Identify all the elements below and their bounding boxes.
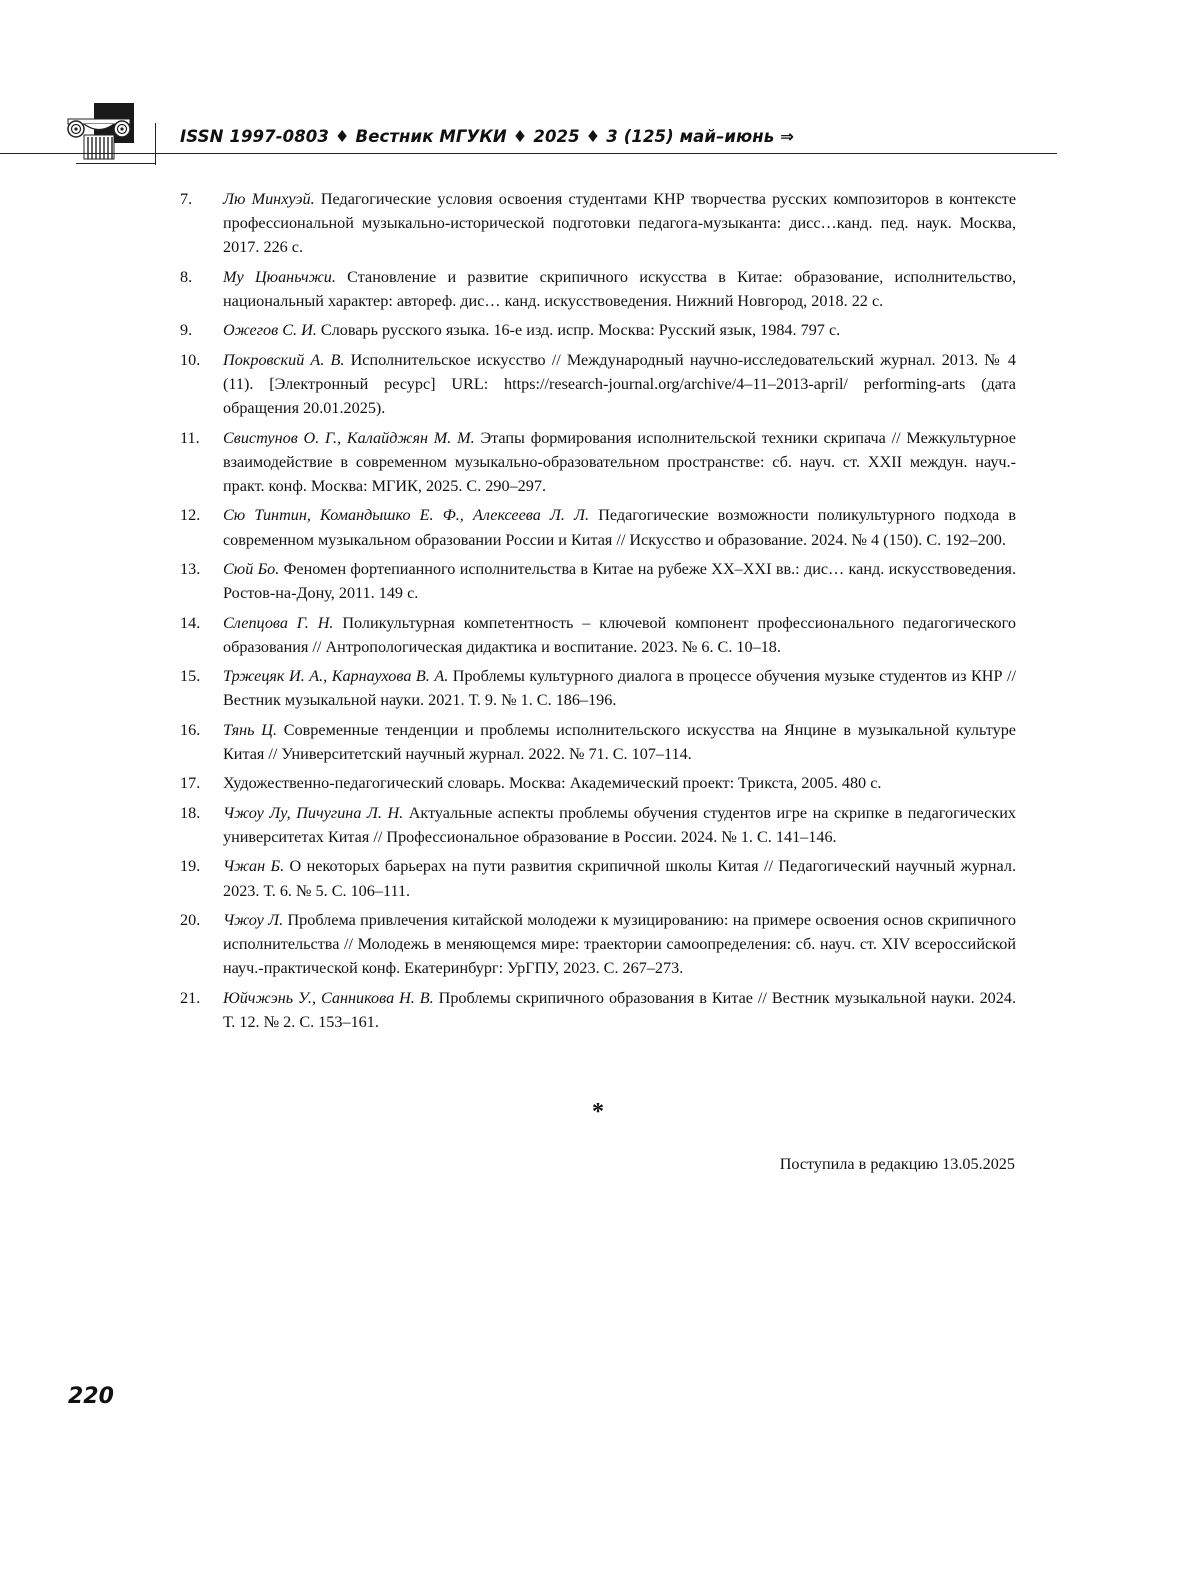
reference-body [223,771,1016,795]
reference-item [180,611,1016,659]
reference-body [223,801,1016,849]
reference-item [180,187,1016,260]
reference-text: Проблемы скрипичного образования в Китае // Вестник музыкальной науки. 2024. Т. 12. № 2. С. 153–161. [223,988,1016,1031]
reference-body [223,557,1016,605]
reference-author: Слепцова Г. Н. [223,613,334,632]
reference-item [180,908,1016,981]
reference-text: Современные тенденции и проблемы исполнительского искусства на Янцине в музыкальной культуре Китая // Университетский научный журнал. 2022. № 71. С. 107–114. [223,720,1016,763]
reference-text: Поликультурная компетентность – ключевой компонент профессионального педагогического образования // Антропологическая дидактика и воспитание. 2023. № 6. С. 10–18. [223,613,1016,656]
reference-text: Педагогические условия освоения студентами КНР творчества русских композиторов в контексте профессиональной музыкально-исторической подготовки педагога-музыканта: дисс…канд. пед. наук. Москва, 2017. 226 с. [223,190,1017,257]
reference-body [223,187,1016,260]
logo-frame-vertical [155,123,156,165]
reference-item [180,771,1016,795]
reference-body [223,718,1016,766]
reference-item [180,718,1016,766]
reference-body [223,426,1016,499]
reference-item [180,557,1016,605]
reference-author: Свистунов О. Г., Калайджян М. М. [223,428,475,447]
journal-header-title: ISSN 1997-0803 ♦ Вестник МГУКИ ♦ 2025 ♦ 3 (125) май–июнь ⇒ [180,127,795,146]
reference-author: Сю Тинтин, Командышко Е. Ф., Алексеева Л. Л. [223,506,590,525]
reference-item [180,986,1016,1034]
ionic-capital-logo-icon [64,101,138,161]
reference-item [180,854,1016,902]
reference-text: Педагогические возможности поликультурного подхода в современном музыкальном образовании России и Китая // Искусство и образование. 2024. № 4 (150). С. 192–200. [223,506,1017,549]
reference-body [223,854,1016,902]
section-separator: * [592,1099,604,1125]
reference-author: Покровский А. В. [223,350,345,369]
logo-frame-horizontal [76,163,156,164]
reference-author: Му Цюаньчжи. [223,267,336,286]
reference-body [223,348,1016,421]
reference-text: Актуальные аспекты проблемы обучения студентов игре на скрипке в педагогических университетах Китая // Профессиональное образование в России. 2024. № 1. С. 141–146. [223,803,1016,846]
reference-item [180,426,1016,499]
reference-text: Становление и развитие скрипичного искусства в Китае: образование, исполнительство, национальный характер: автореф. дис… канд. искусствоведения. Нижний Новгород, 2018. 22 с. [223,267,1016,310]
received-date: Поступила в редакцию 13.05.2025 [779,1155,1015,1173]
reference-number: 10. [180,350,201,369]
reference-author: Лю Минхуэй. [223,190,315,208]
reference-item [180,664,1016,712]
reference-body [223,664,1016,712]
reference-number: 19. [180,857,201,876]
reference-author: Юйчжэнь У., Санникова Н. В. [223,988,434,1007]
reference-text: Проблема привлечения китайской молодежи к музицированию: на примере освоения основ скрипичного исполнительства // Молодежь в меняющемся мире: траектории самоопределения: сб. науч. ст. XIV всероссийской науч.-практической конф. Екатеринбург: УрГПУ, 2023. С. 267–273. [223,910,1016,978]
reference-number: 9. [180,321,193,340]
reference-text: Исполнительское искусство // Международный научно-исследовательский журнал. 2013. № 4 (11). [Электронный ресурс] URL: https://research-journal.org/archive/4–11–2013-april/ performing-arts (дата обращения 20.01.2025). [223,350,1017,418]
page-number: 220 [68,1384,114,1409]
reference-body [223,503,1016,551]
reference-item [180,318,1016,342]
reference-text: Феномен фортепианного исполнительства в Китае на рубеже XX–XXI вв.: дис… канд. искусствоведения. Ростов-на-Дону, 2011. 149 с. [223,559,1016,603]
reference-number: 11. [180,428,200,447]
reference-item [180,265,1016,313]
reference-item [180,348,1016,421]
reference-body [223,986,1016,1034]
reference-author: Ожегов С. И. [223,321,317,340]
reference-author: Сюй Бо. [223,559,280,578]
reference-text: Проблемы культурного диалога в процессе обучения музыке студентов из КНР // Вестник музыкальной науки. 2021. Т. 9. № 1. С. 186–196. [223,667,1016,710]
reference-number: 12. [180,506,201,525]
reference-body [223,318,1016,342]
reference-author: Тржецяк И. А., Карнаухова В. А. [223,667,449,686]
reference-number: 21. [180,988,201,1007]
reference-body [223,265,1016,313]
reference-body [223,908,1016,981]
reference-number: 18. [180,803,201,822]
reference-number: 14. [180,613,201,632]
reference-number: 13. [180,559,201,578]
reference-author: Тянь Ц. [223,720,278,739]
reference-text: О некоторых барьерах на пути развития скрипичной школы Китая // Педагогический научный журнал. 2023. Т. 6. № 5. С. 106–111. [223,857,1016,900]
reference-text: Словарь русского языка. 16-е изд. испр. Москва: Русский язык, 1984. 797 с. [316,321,841,340]
page-header [0,95,1200,175]
reference-text: Этапы формирования исполнительской техники скрипача // Межкультурное взаимодействие в современном музыкально-образовательном пространстве: сб. науч. ст. XXII междун. науч.-практ. конф. Москва: МГИК, 2025. С. 290–297. [223,428,1016,495]
reference-number: 20. [180,910,201,929]
reference-author: Чжоу Лу, Пичугина Л. Н. [223,803,404,822]
header-rule [0,153,1057,154]
reference-text: Художественно-педагогический словарь. Москва: Академический проект: Трикста, 2005. 480 с. [223,774,882,793]
reference-item [180,503,1016,551]
reference-author: Чжоу Л. [223,910,284,929]
reference-number: 17. [180,774,201,793]
reference-number: 15. [180,667,201,686]
reference-number: 7. [180,190,193,208]
reference-number: 8. [180,267,193,286]
reference-list [180,187,1016,1039]
reference-item [180,801,1016,849]
reference-body [223,611,1016,659]
reference-number: 16. [180,720,201,739]
reference-author: Чжан Б. [223,857,285,876]
